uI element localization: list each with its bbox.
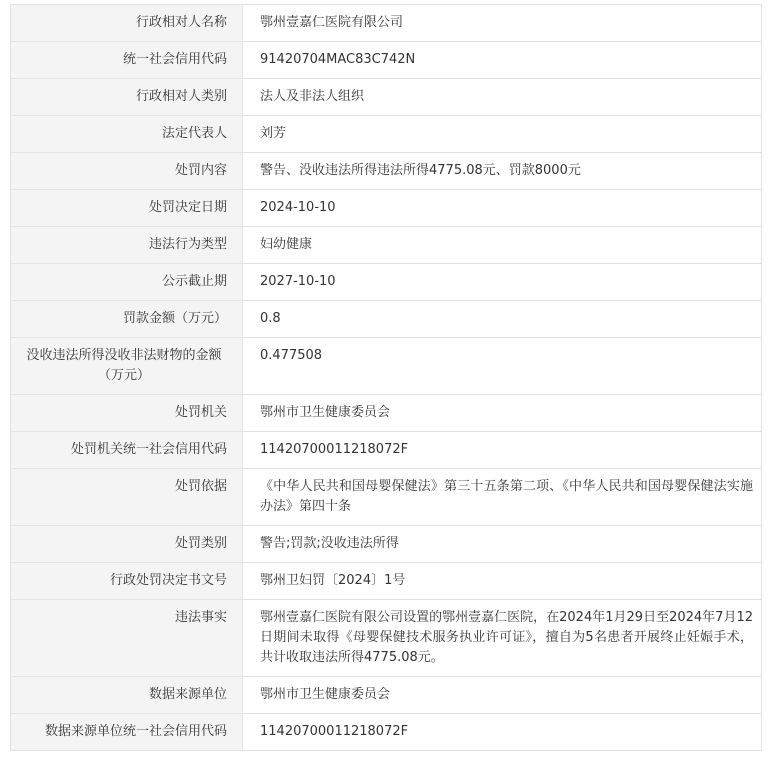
field-label: 处罚类别 — [11, 526, 243, 563]
field-value: 鄂州市卫生健康委员会 — [243, 395, 762, 432]
field-value: 2024-10-10 — [243, 190, 762, 227]
field-value: 11420700011218072F — [243, 714, 762, 751]
field-label: 公示截止期 — [11, 264, 243, 301]
field-label: 行政相对人名称 — [11, 5, 243, 42]
field-value: 0.8 — [243, 301, 762, 338]
row-data-source-unit — [11, 677, 762, 714]
row-legal-representative — [11, 116, 762, 153]
field-label: 处罚机关 — [11, 395, 243, 432]
field-value: 《中华人民共和国母婴保健法》第三十五条第二项、《中华人民共和国母婴保健法实施办法》第四十条 — [243, 469, 762, 526]
field-label: 法定代表人 — [11, 116, 243, 153]
field-value: 0.477508 — [243, 338, 762, 395]
field-label: 罚款金额（万元） — [11, 301, 243, 338]
field-value: 鄂州市卫生健康委员会 — [243, 677, 762, 714]
row-authority-credit-code — [11, 432, 762, 469]
field-value: 11420700011218072F — [243, 432, 762, 469]
field-value: 鄂州卫妇罚〔2024〕1号 — [243, 563, 762, 600]
field-value: 91420704MAC83C742N — [243, 42, 762, 79]
field-value: 鄂州壹嘉仁医院有限公司 — [243, 5, 762, 42]
field-label: 违法事实 — [11, 600, 243, 677]
row-penalty-basis — [11, 469, 762, 526]
field-value: 刘芳 — [243, 116, 762, 153]
row-penalty-content — [11, 153, 762, 190]
field-label: 处罚决定日期 — [11, 190, 243, 227]
field-value: 警告、没收违法所得违法所得4775.08元、罚款8000元 — [243, 153, 762, 190]
field-label: 数据来源单位 — [11, 677, 243, 714]
row-publicity-deadline — [11, 264, 762, 301]
row-decision-doc-number — [11, 563, 762, 600]
row-decision-date — [11, 190, 762, 227]
field-label: 统一社会信用代码 — [11, 42, 243, 79]
field-label: 没收违法所得没收非法财物的金额（万元） — [11, 338, 243, 395]
row-violation-facts — [11, 600, 762, 677]
field-label: 数据来源单位统一社会信用代码 — [11, 714, 243, 751]
field-value: 法人及非法人组织 — [243, 79, 762, 116]
row-counterpart-category — [11, 79, 762, 116]
row-penalty-category — [11, 526, 762, 563]
row-data-source-credit-code — [11, 714, 762, 751]
row-penalty-authority — [11, 395, 762, 432]
field-label: 处罚依据 — [11, 469, 243, 526]
field-label: 处罚机关统一社会信用代码 — [11, 432, 243, 469]
field-label: 处罚内容 — [11, 153, 243, 190]
row-violation-type — [11, 227, 762, 264]
penalty-info-table — [10, 4, 762, 751]
field-value: 警告;罚款;没收违法所得 — [243, 526, 762, 563]
field-label: 违法行为类型 — [11, 227, 243, 264]
row-credit-code — [11, 42, 762, 79]
field-value: 2027-10-10 — [243, 264, 762, 301]
field-value: 妇幼健康 — [243, 227, 762, 264]
row-fine-amount — [11, 301, 762, 338]
row-confiscation-amount — [11, 338, 762, 395]
field-label: 行政处罚决定书文号 — [11, 563, 243, 600]
field-label: 行政相对人类别 — [11, 79, 243, 116]
row-admin-counterpart-name — [11, 5, 762, 42]
field-value: 鄂州壹嘉仁医院有限公司设置的鄂州壹嘉仁医院，在2024年1月29日至2024年7月12日期间未取得《母婴保健技术服务执业许可证》，擅自为5名患者开展终止妊娠手术，共计收取违法所得4775.08元。 — [243, 600, 762, 677]
